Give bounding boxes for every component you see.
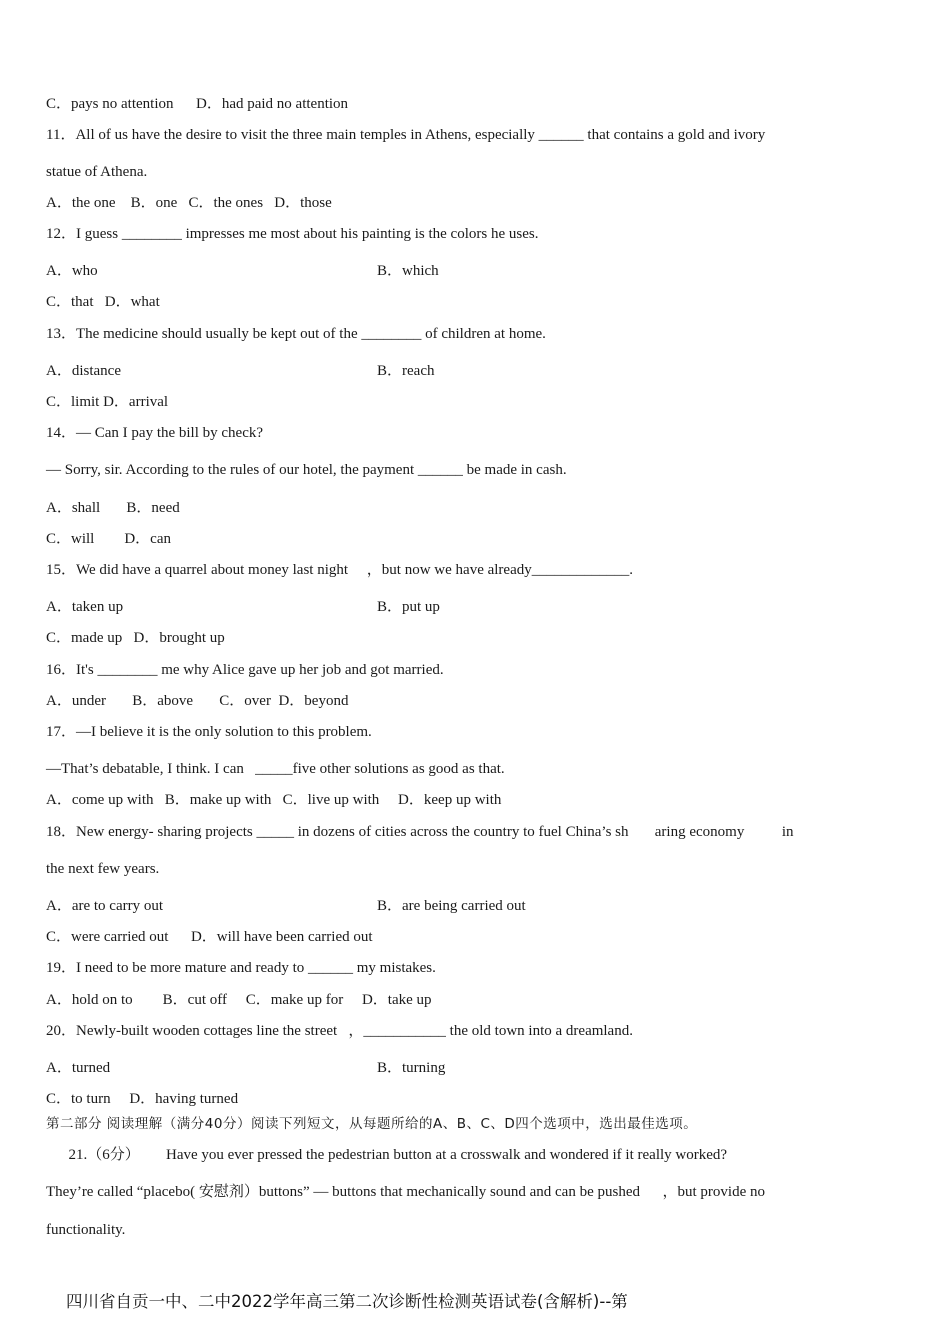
line-q18bb: B．are being carried out [377,898,526,914]
line-q20b: B．turning [377,1060,446,1076]
line-q20a: A．turned [46,1060,111,1076]
line-q13a: A．distance [46,363,121,379]
line-q11: 11．All of us have the desire to visit the three main temples in Athens, especially ______ that contains a gold and ivory [46,127,766,143]
line-q16o: A．under B．above C．over D．beyond [46,693,349,709]
line-q11b: statue of Athena. [46,164,148,180]
line-q17: 17．—I believe it is the only solution to this problem. [46,724,372,740]
line-q14b: — Sorry, sir. According to the rules of our hotel, the payment ______ be made in cash. [46,462,567,478]
line-q19o: A．hold on to B．cut off C．make up for D．take up [46,992,432,1008]
line-q14o1: A．shall B．need [46,500,180,516]
line-q13c: C．limit D．arrival [46,394,169,410]
line-q13b: B．reach [377,363,435,379]
line-q12a: A．who [46,263,98,279]
line-q18c: C．were carried out D．will have been carried out [46,929,373,945]
section-heading: 第二部分 阅读理解（满分40分）阅读下列短文，从每题所给的A、B、C、D四个选项中，选出最佳选项。 [46,1116,698,1132]
line-q20c: C．to turn D．having turned [46,1091,239,1107]
line-q12b: B．which [377,263,439,279]
line-q17o: A．come up with B．make up with C．live up with D．keep up with [46,792,502,808]
line-q14o2: C．will D．can [46,531,171,547]
line-q12c: C．that D．what [46,294,160,310]
line-q10c: C．pays no attention D．had paid no attention [46,96,349,112]
line-q17b: —That’s debatable, I think. I can _____five other solutions as good as that. [46,761,505,777]
line-q14: 14．— Can I pay the bill by check? [46,425,264,441]
line-q21b: They’re called “placebo( 安慰剂）buttons” — buttons that mechanically sound and can be pushed ，but provide no [46,1184,765,1200]
line-q15: 15．We did have a quarrel about money last night ，but now we have already_____________. [46,562,633,578]
line-q15c: C．made up D．brought up [46,630,225,646]
line-q20: 20．Newly-built wooden cottages line the street ，___________ the old town into a dreamland. [46,1023,633,1039]
line-q18b: the next few years. [46,861,160,877]
line-q21: 21.（6分） Have you ever pressed the pedestrian button at a crosswalk and wondered if it really worked? [46,1147,728,1163]
line-q18a: A．are to carry out [46,898,164,914]
line-q12: 12．I guess ________ impresses me most about his painting is the colors he uses. [46,226,539,242]
line-q11o: A．the one B．one C．the ones D．those [46,195,332,211]
line-q15a: A．taken up [46,599,124,615]
line-q16: 16．It's ________ me why Alice gave up her job and got married. [46,662,444,678]
line-q13: 13．The medicine should usually be kept out of the ________ of children at home. [46,326,546,342]
line-q21c: functionality. [46,1222,126,1238]
line-q18: 18．New energy- sharing projects _____ in dozens of cities across the country to fuel China’s sh aring economy in [46,824,794,840]
line-q19: 19．I need to be more mature and ready to ______ my mistakes. [46,960,436,976]
line-q15b: B．put up [377,599,440,615]
page-footer: 四川省自贡一中、二中2022学年高三第二次诊断性检测英语试卷(含解析)--第 [66,1292,628,1311]
